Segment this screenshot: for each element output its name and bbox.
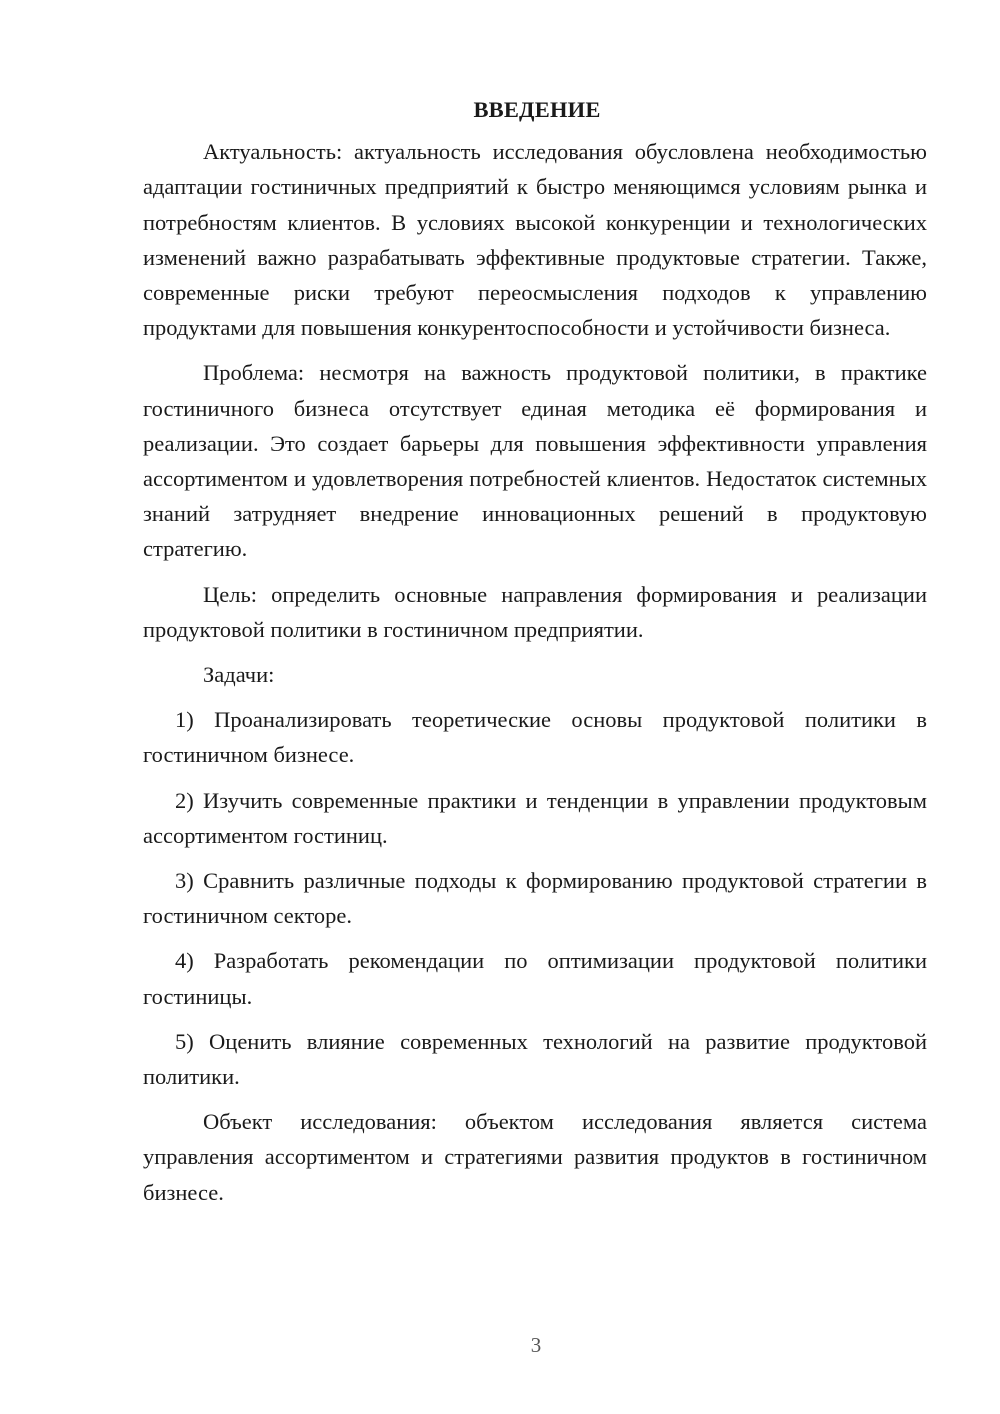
paragraph-problem: Проблема: несмотря на важность продуктовой политики, в практике гостиничного бизнеса отсутствует единая методика её формирования и реализации. Это создает барьеры для повышения эффективности управления ассортиментом и удовлетворения потребностей клиентов. Недостаток системных знаний затрудняет внедрение инновационных решений в продуктовую стратегию.: [143, 360, 927, 562]
task-item-5: 5) Оценить влияние современных технологий на развитие продуктовой политики.: [143, 1028, 927, 1090]
section-title: ВВЕДЕНИЕ: [473, 97, 601, 122]
document-body: [143, 92, 927, 1220]
task-item-1: 1) Проанализировать теоретические основы продуктовой политики в гостиничном бизнесе.: [143, 707, 927, 768]
paragraph-relevance: Актуальность: актуальность исследования обусловлена необходимостью адаптации гостиничных предприятий к быстро меняющимся условиям рынка и потребностям клиентов. В условиях высокой конкуренции и технологических изменений важно разрабатывать эффективные продуктовые стратегии. Также, современные риски требуют переосмысления подходов к управлению продуктами для повышения конкурентоспособности и устойчивости бизнеса.: [143, 139, 927, 341]
paragraph-object: Объект исследования: объектом исследования является система управления ассортиментом и стратегиями развития продуктов в гостиничном бизнесе.: [143, 1109, 927, 1205]
task-item-3: 3) Сравнить различные подходы к формированию продуктовой стратегии в гостиничном секторе.: [143, 868, 927, 929]
task-item-4: 4) Разработать рекомендации по оптимизации продуктовой политики гостиницы.: [143, 948, 927, 1009]
paragraph-goal: Цель: определить основные направления формирования и реализации продуктовой политики в гостиничном предприятии.: [143, 581, 927, 642]
tasks-label: Задачи:: [203, 662, 275, 688]
page-number: 3: [530, 1333, 542, 1357]
task-item-2: 2) Изучить современные практики и тенденции в управлении продуктовым ассортиментом гостиниц.: [143, 787, 927, 848]
